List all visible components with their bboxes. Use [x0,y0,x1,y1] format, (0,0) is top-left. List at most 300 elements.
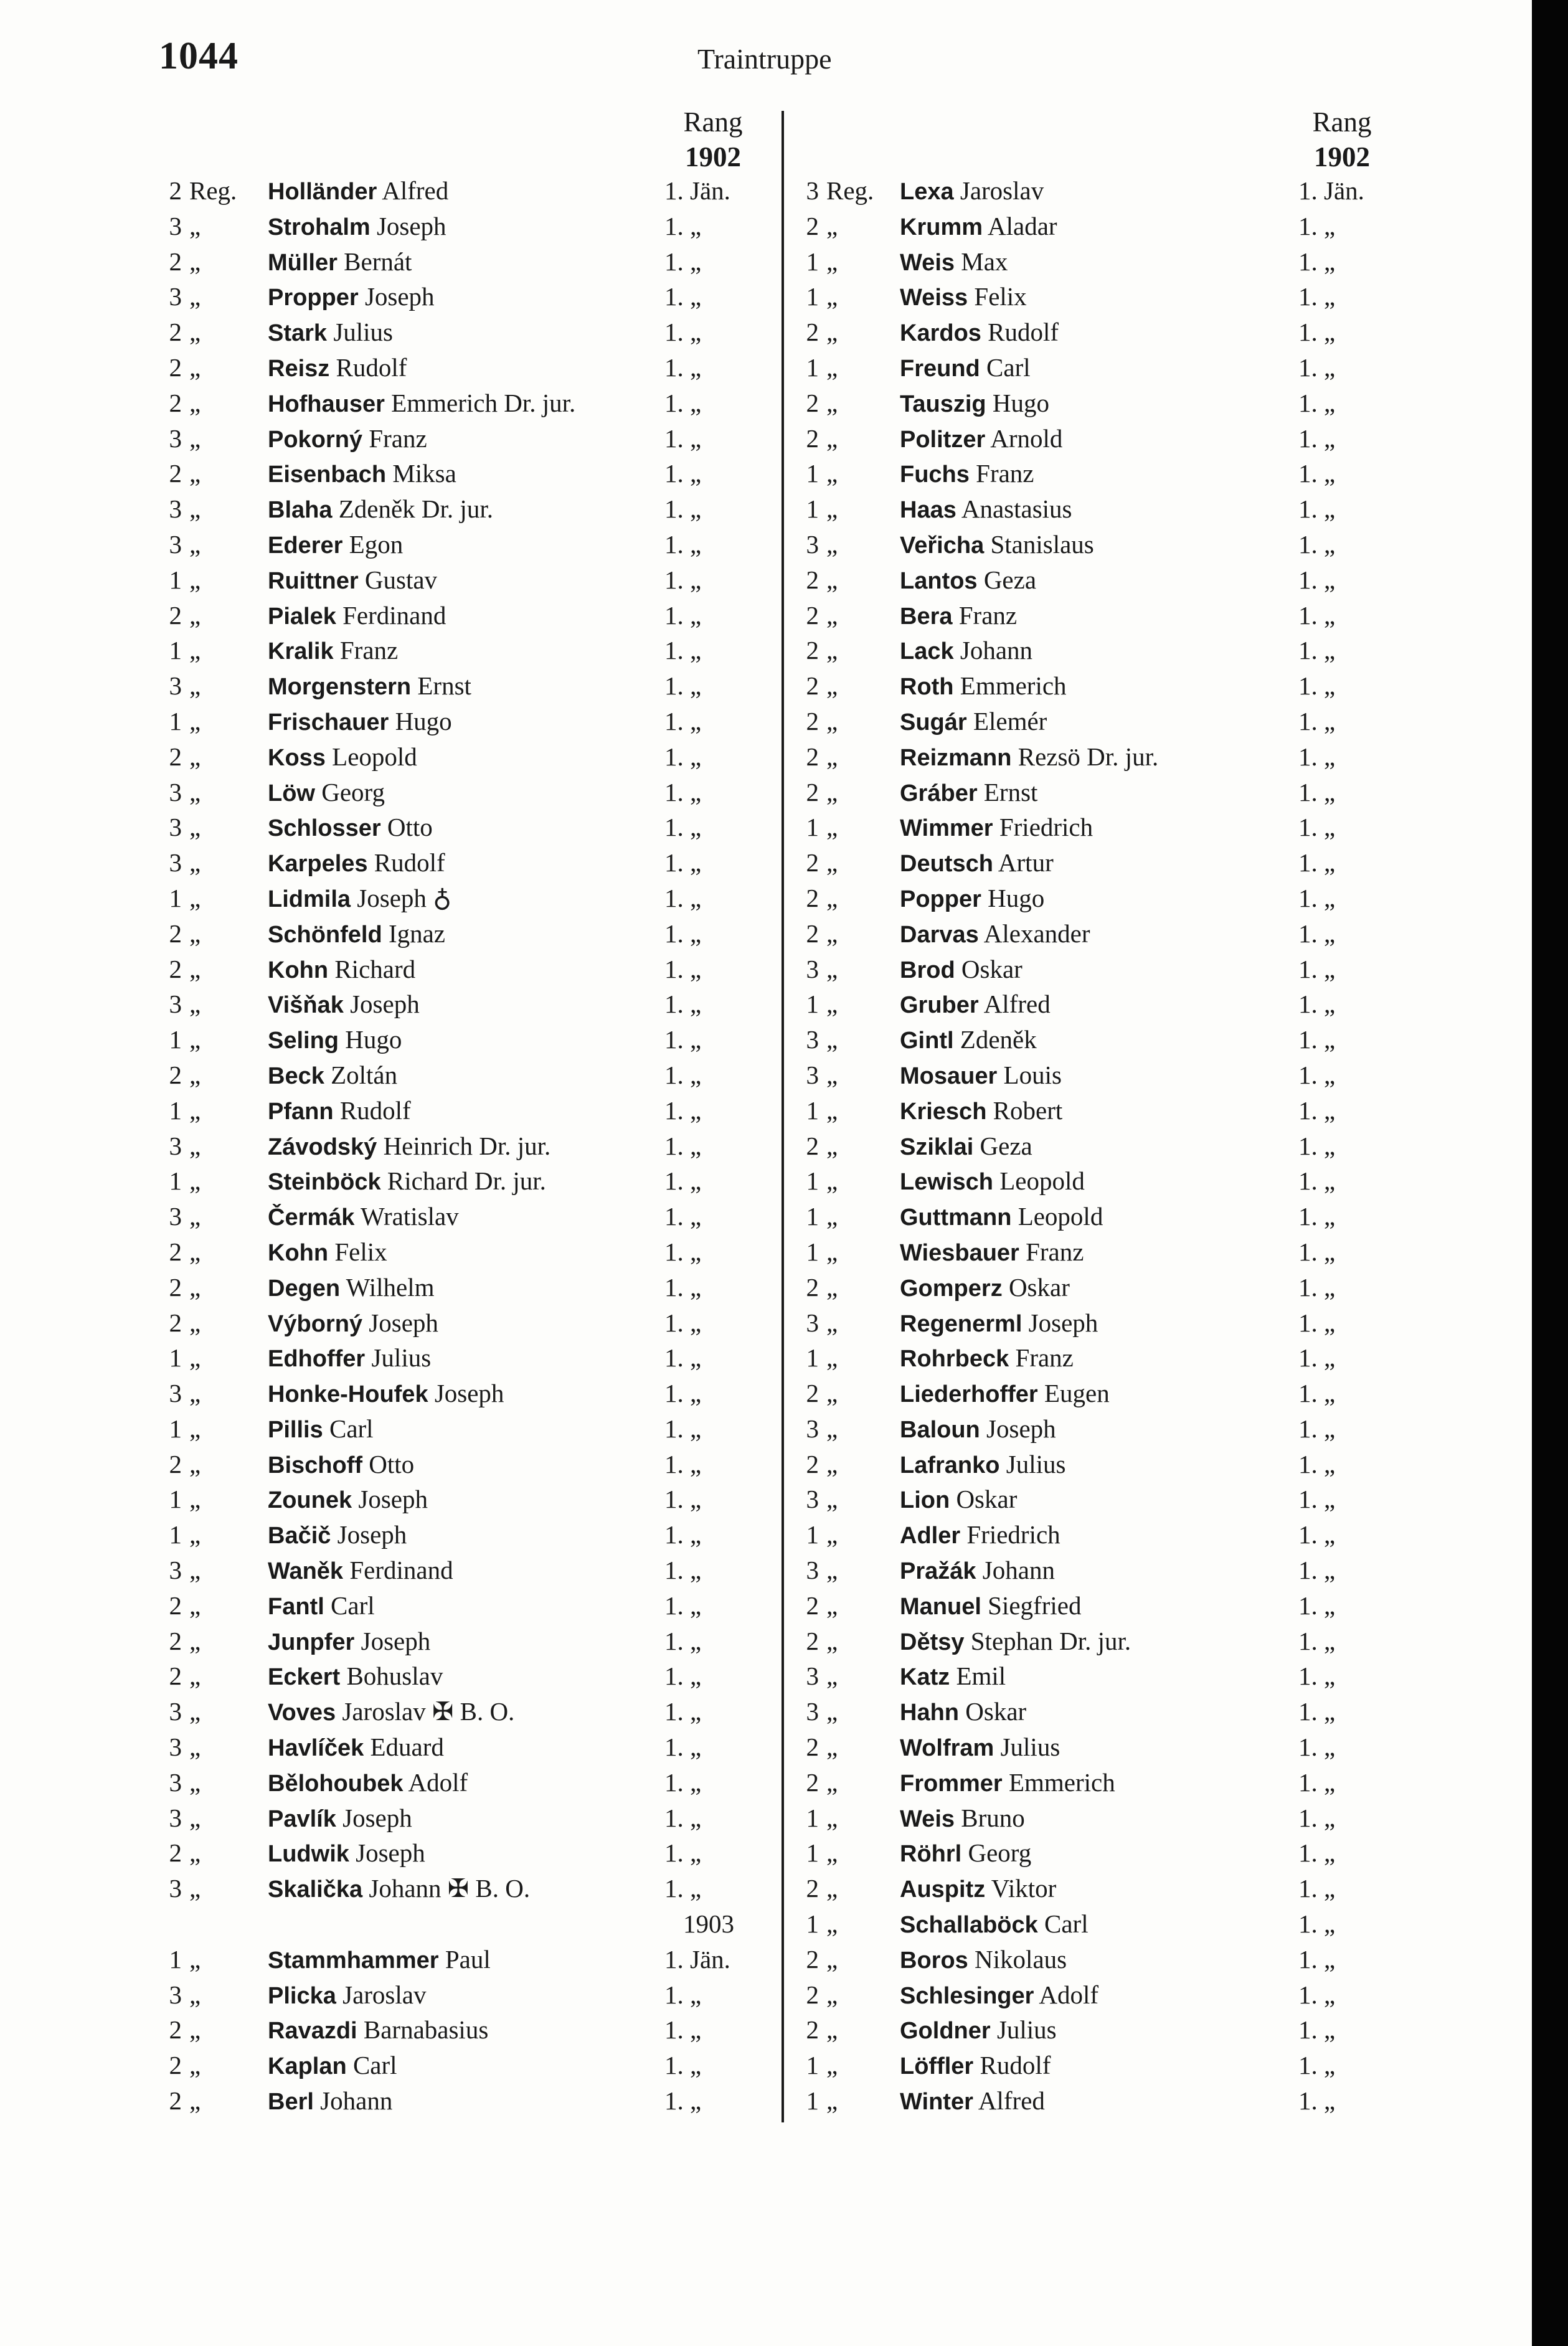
officer-name [900,527,1094,564]
surname: Berl [268,2089,314,2116]
regiment-number: 2 [169,742,182,771]
rank-date: 1. Jän. [664,176,730,205]
regiment-label: „ [826,813,838,842]
list-item [163,1729,773,1765]
rank-date: 1. „ [664,919,702,948]
surname: Adler [900,1523,961,1549]
running-title: Traintruppe [697,43,832,75]
list-item [800,1376,1398,1411]
officer-name [900,598,1017,635]
officer-name [268,279,435,316]
regiment-label: „ [826,600,838,630]
regiment-label: „ [189,777,201,806]
regiment-label: „ [826,1060,838,1089]
officer-name [900,1729,1060,1766]
regiment-number: 2 [806,883,819,912]
regiment-number: 1 [169,1095,182,1125]
given-name: Emmerich [1008,1767,1115,1797]
regiment-number: 2 [169,247,182,276]
list-item [800,1022,1398,1057]
rank-date: 1. „ [1298,388,1336,417]
rank-date: 1. „ [664,565,702,594]
surname: Guttmann [900,1204,1012,1231]
officer-name [900,1093,1062,1130]
given-name: Franz [339,636,399,665]
rank-date: 1. Jän. [664,1944,730,1974]
officer-name [268,633,398,669]
regiment-label: „ [826,1414,838,1443]
list-item [163,1658,773,1694]
regiment-label: „ [826,1591,838,1620]
list-item [800,1482,1398,1517]
officer-name [268,1765,468,1802]
surname: Bischoff [268,1452,362,1478]
officer-name [900,1658,1006,1695]
regiment-label: „ [189,600,201,630]
regiment-label: „ [189,1449,201,1478]
rank-date: 1. „ [1298,1379,1336,1408]
regiment-label: „ [189,1166,201,1196]
given-name: Zoltán [331,1060,398,1089]
rank-date: 1. „ [664,1202,702,1231]
surname: Fuchs [900,461,970,488]
given-name: Franz [1026,1237,1084,1266]
given-name: Wilhelm [346,1272,435,1302]
given-name: Ignaz [388,919,445,948]
officer-name [268,916,445,953]
officer-name [268,1270,434,1307]
surname: Plicka [268,1982,336,2009]
surname: Propper [268,285,359,311]
rank-date: 1. „ [664,494,702,524]
officer-name [268,739,417,776]
regiment-label: „ [189,565,201,594]
regiment-number: 3 [169,1379,182,1408]
officer-name [268,1057,397,1094]
list-item [800,739,1398,775]
given-name: Hugo [395,706,452,735]
officer-name [268,1694,514,1731]
given-name: Otto [369,1449,415,1478]
list-item [163,810,773,845]
given-name: Jaroslav ✠ B. O. [342,1697,515,1726]
regiment-label: „ [826,1874,838,1903]
regiment-number: 3 [169,813,182,842]
regiment-label: „ [189,1485,201,1514]
regiment-number: 2 [806,211,819,240]
list-item [163,1234,773,1270]
regiment-number: 1 [169,636,182,665]
rank-date: 1. „ [664,1697,702,1726]
surname: Ravazdi [268,2018,357,2045]
rank-date: 1. „ [1298,848,1336,877]
surname: Winter [900,2089,973,2116]
surname: Deutsch [900,851,993,877]
officer-name [268,1517,407,1554]
rank-date: 1. „ [664,1272,702,1302]
rank-date: 1. „ [664,1095,702,1125]
rank-date: 1. „ [1298,1944,1336,1974]
officer-name [900,1694,1026,1731]
officer-name [268,1376,504,1412]
regiment-label: „ [826,954,838,983]
regiment-label: „ [826,529,838,559]
rank-date: 1. „ [664,1485,702,1514]
rank-date: 1. „ [1298,1095,1336,1125]
regiment-number: 1 [806,1237,819,1266]
officer-name [900,1340,1074,1377]
regiment-label: „ [189,1414,201,1443]
regiment-number: 1 [169,1414,182,1443]
given-name: Max [961,247,1008,276]
officer-name [268,1093,411,1130]
regiment-number: 2 [806,706,819,735]
regiment-label: „ [189,671,201,701]
regiment-number: 1 [806,1803,819,1832]
rank-date: 1. „ [1298,1980,1336,2009]
officer-name [900,491,1072,528]
rank-date: 1. „ [1298,247,1336,276]
list-item [163,1305,773,1341]
regiment-label: „ [826,1095,838,1125]
regiment-number: 1 [806,494,819,524]
officer-name [900,244,1008,281]
rank-date: 1. „ [664,990,702,1019]
officer-name [900,1517,1060,1554]
regiment-number: 2 [806,777,819,806]
surname: Steinböck [268,1169,381,1196]
given-name: Ernst [983,777,1038,806]
regiment-number: 1 [806,247,819,276]
regiment-label: „ [189,352,201,382]
regiment-label: „ [189,247,201,276]
rank-date: 1. „ [664,1556,702,1585]
regiment-number: 3 [169,1131,182,1160]
list-item [800,1234,1398,1270]
rank-date: 1. „ [664,2086,702,2116]
officer-name [268,562,437,599]
regiment-number: 2 [806,423,819,453]
regiment-label: „ [189,1520,201,1549]
regiment-number: 1 [806,352,819,382]
officer-name [268,1128,550,1165]
list-item [163,1800,773,1836]
list-item [163,1057,773,1093]
surname: Brod [900,957,955,983]
officer-name [900,1411,1056,1448]
surname: Freund [900,355,980,382]
surname: Gráber [900,780,978,806]
list-item [800,881,1398,916]
regiment-number: 3 [806,1060,819,1089]
regiment-number: 1 [806,1909,819,1939]
officer-name [900,986,1051,1023]
officer-name [268,1977,426,2014]
rank-date: 1. „ [1298,919,1336,948]
rank-date: 1. „ [1298,813,1336,842]
rank-date: 1. „ [664,1520,702,1549]
rank-date: 1. „ [1298,1520,1336,1549]
regiment-number: 3 [169,1697,182,1726]
rank-date: 1. „ [664,2051,702,2080]
given-name: Georg [968,1838,1032,1868]
surname: Lidmila [268,886,351,912]
given-name: Heinrich Dr. jur. [383,1131,551,1160]
surname: Darvas [900,921,979,948]
regiment-label: „ [189,459,201,488]
regiment-label: „ [189,883,201,912]
list-item [800,1199,1398,1234]
regiment-number: 2 [169,600,182,630]
regiment-label: „ [189,2086,201,2116]
regiment-number: 1 [169,1520,182,1549]
list-item [800,209,1398,244]
surname: Kralik [268,638,334,665]
surname: Degen [268,1275,341,1302]
given-name: Gustav [364,565,438,594]
regiment-number: 3 [169,529,182,559]
officer-name [268,244,412,281]
rank-date: 1. „ [664,848,702,877]
regiment-label: „ [826,706,838,735]
regiment-number: 2 [169,2086,182,2116]
surname: Pokorný [268,426,363,453]
regiment-label: „ [826,1308,838,1337]
given-name: Joseph [369,1308,438,1337]
given-name: Joseph [358,1485,428,1514]
regiment-label: „ [189,1237,201,1266]
regiment-label: „ [189,282,201,311]
list-item [800,1447,1398,1482]
list-item [800,562,1398,598]
list-item [800,1553,1398,1588]
regiment-label: „ [189,1095,201,1125]
list-item [163,1270,773,1305]
given-name: Joseph [342,1803,412,1832]
surname: Baloun [900,1416,980,1443]
regiment-label: „ [826,1662,838,1691]
regiment-label: „ [826,423,838,453]
rank-date: 1. „ [1298,1838,1336,1868]
rank-date: 1. „ [1298,1485,1336,1514]
officer-name [900,2012,1057,2049]
surname: Haas [900,497,956,524]
regiment-number: 2 [169,388,182,417]
surname: Bělohoubek [268,1770,404,1797]
given-name: Anastasius [961,494,1072,524]
list-item [800,1942,1398,1977]
given-name: Carl [986,352,1031,382]
officer-name [268,385,575,422]
regiment-label: „ [826,1379,838,1408]
officer-name [268,810,433,846]
regiment-label: „ [189,1662,201,1691]
surname: Beck [268,1062,324,1089]
rank-date: 1. „ [664,1025,702,1054]
given-name: Joseph [361,1626,431,1655]
regiment-label: „ [189,1697,201,1726]
surname: Weiss [900,285,968,311]
given-name: Adolf [1039,1980,1099,2009]
officer-name [268,1305,438,1342]
officer-name [900,1057,1062,1094]
officer-name [900,1871,1056,1908]
given-name: Barnabasius [363,2015,489,2045]
surname: Lexa [900,179,954,205]
list-item [163,2012,773,2048]
list-item [163,491,773,527]
officer-name [900,1800,1025,1837]
surname: Holländer [268,179,377,205]
regiment-label: „ [189,954,201,983]
officer-name [268,881,451,917]
regiment-number: 1 [806,1838,819,1868]
regiment-label: „ [189,1060,201,1089]
given-name: Eugen [1044,1379,1110,1408]
regiment-label: „ [189,1838,201,1868]
regiment-number: 3 [806,176,819,205]
regiment-number: 3 [806,1697,819,1726]
given-name: Oskar [961,954,1023,983]
regiment-number: 1 [806,282,819,311]
given-name: Elemér [973,706,1047,735]
list-item [163,1163,773,1199]
regiment-number: 2 [806,1767,819,1797]
regiment-number: 2 [806,1591,819,1620]
right-column-header [1295,105,1389,174]
rank-date: 1. „ [664,883,702,912]
year-label: 1902 [1314,141,1370,173]
rank-date: 1. „ [664,1838,702,1868]
surname: Schlosser [268,815,381,842]
surname: Rohrbeck [900,1346,1009,1373]
officer-name [900,1163,1085,1200]
surname: Weis [900,249,955,276]
list-item [163,1022,773,1057]
regiment-label: „ [826,1202,838,1231]
regiment-number: 3 [169,990,182,1019]
given-name: Zdeněk Dr. jur. [338,494,493,524]
rank-date: 1. „ [1298,1591,1336,1620]
officer-name [268,421,427,458]
list-item [800,1906,1398,1942]
rank-date: 1. „ [1298,636,1336,665]
regiment-label: „ [826,388,838,417]
regiment-label: „ [826,990,838,1019]
surname: Reizmann [900,744,1012,771]
given-name: Rudolf [339,1095,411,1125]
list-item [800,527,1398,562]
regiment-number: 3 [169,671,182,701]
regiment-number: 1 [169,1944,182,1974]
surname: Voves [268,1700,336,1726]
regiment-number: 3 [169,1556,182,1585]
regiment-number: 2 [806,1379,819,1408]
rank-date: 1. „ [664,388,702,417]
regiment-number: 3 [169,1874,182,1903]
surname: Bera [900,603,953,630]
regiment-number: 3 [169,848,182,877]
regiment-number: 2 [806,1131,819,1160]
regiment-number: 2 [169,1237,182,1266]
given-name: Jaroslav [960,176,1044,205]
given-name: Joseph [986,1414,1056,1443]
list-item [800,952,1398,987]
surname: Ludwik [268,1841,349,1868]
regiment-number: 2 [806,388,819,417]
regiment-label: „ [826,883,838,912]
surname: Regenerml [900,1310,1023,1337]
given-name: Joseph [434,1379,504,1408]
officer-name [900,1942,1067,1979]
left-column-header [666,105,760,174]
rank-date: 1. „ [1298,494,1336,524]
given-name: Alfred [978,2086,1045,2116]
list-item [800,1800,1398,1836]
given-name: Joseph [376,211,446,240]
given-name: Joseph [1028,1308,1098,1337]
surname: Skalička [268,1876,363,1903]
list-item [800,1588,1398,1624]
given-name: Egon [349,529,404,559]
surname: Stark [268,320,328,347]
given-name: Ferdinand [349,1556,453,1585]
list-item [800,2083,1398,2119]
officer-name [268,1624,430,1660]
regiment-label: „ [826,742,838,771]
officer-name [268,704,452,740]
given-name: Robert [993,1095,1063,1125]
page-edge [1532,0,1568,2346]
given-name: Oskar [956,1485,1018,1514]
regiment-number: 3 [806,1414,819,1443]
given-name: Adolf [408,1767,468,1797]
rank-date: 1. „ [1298,459,1336,488]
officer-name [900,1977,1098,2014]
list-item [163,668,773,704]
officer-name [900,1835,1031,1872]
rank-date: 1. „ [1298,1166,1336,1196]
list-item [163,1942,773,1977]
officer-name [900,739,1158,776]
regiment-label: „ [826,1237,838,1266]
officer-name [900,1376,1110,1412]
surname: Röhrl [900,1841,962,1868]
regiment-number: 3 [169,423,182,453]
rank-date: 1. „ [1298,2015,1336,2045]
rank-date: 1. „ [1298,1449,1336,1478]
rank-date: 1. „ [1298,1343,1336,1373]
list-item [800,1517,1398,1553]
column-divider [782,111,784,2122]
given-name: Rudolf [980,2051,1051,2080]
surname: Sziklai [900,1133,974,1160]
given-name: Emmerich Dr. jur. [391,388,576,417]
officer-name [268,1022,402,1059]
surname: Kardos [900,320,981,347]
rank-date: 1. „ [1298,1060,1336,1089]
regiment-number: 2 [169,459,182,488]
given-name: Hugo [988,883,1045,912]
officer-name [900,881,1044,917]
surname: Politzer [900,426,986,453]
regiment-label: „ [189,1025,201,1054]
regiment-label: „ [826,318,838,347]
list-item [163,881,773,916]
regiment-number: 3 [169,1733,182,1762]
officer-name [900,2048,1051,2084]
given-name: Louis [1003,1060,1062,1089]
